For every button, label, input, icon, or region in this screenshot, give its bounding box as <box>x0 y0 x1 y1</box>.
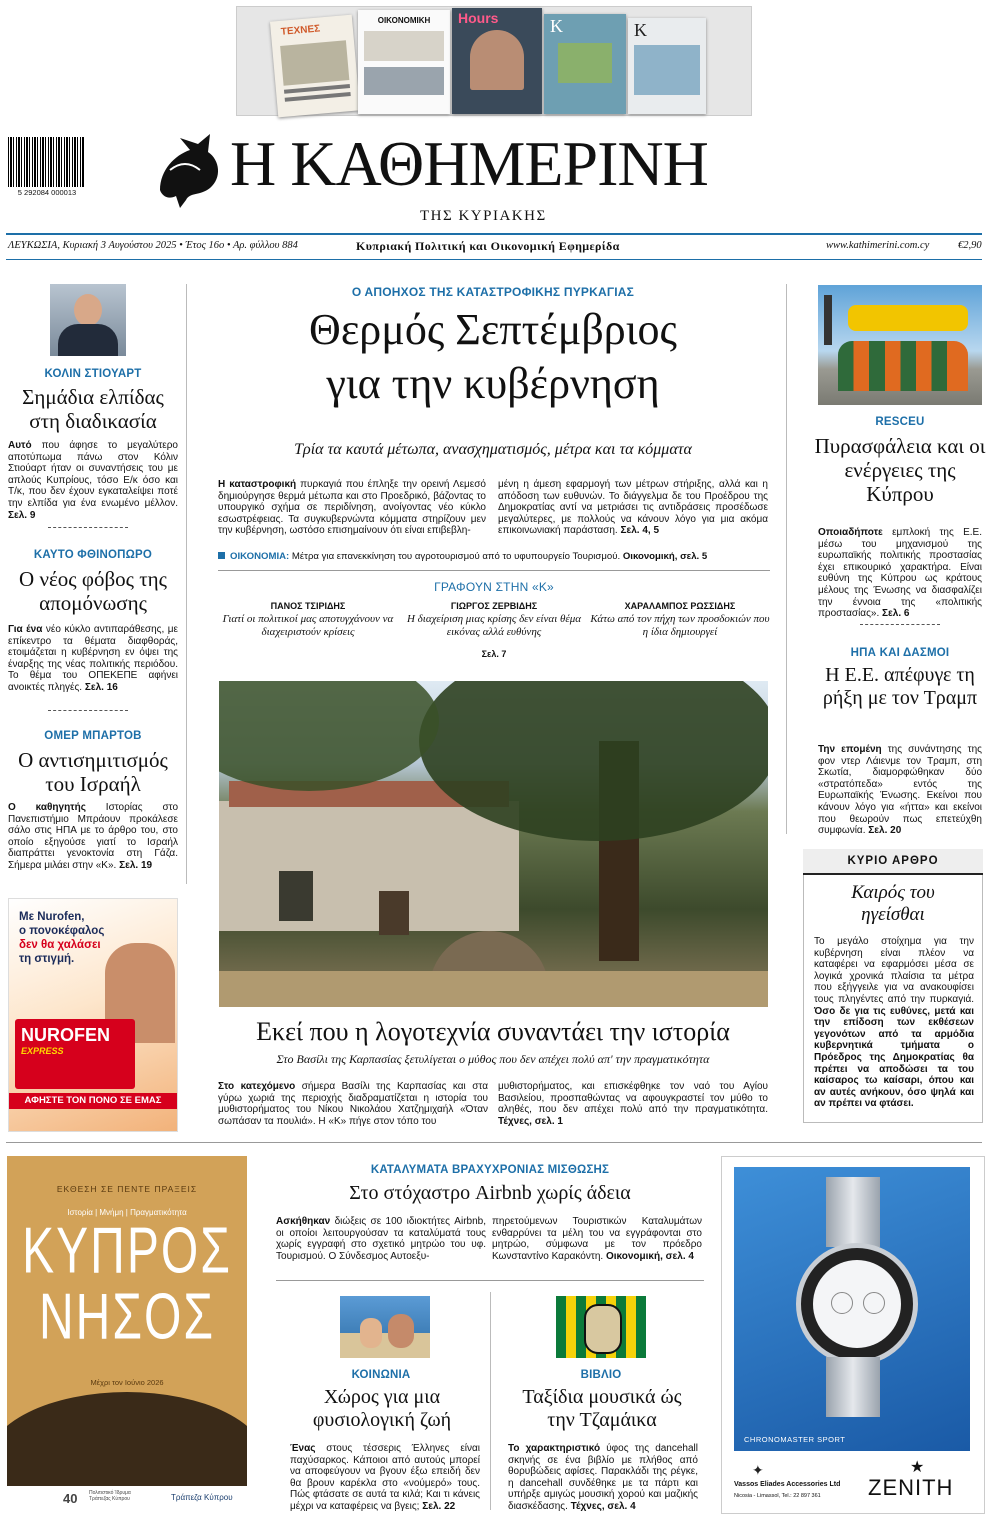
lead-word: Το χαρακτηριστικό <box>508 1443 601 1454</box>
insert-k-cover[interactable] <box>544 14 626 114</box>
nurofen-brand-sub: EXPRESS <box>21 1046 64 1056</box>
insert-label: ΤΕΧΝΕΣ <box>280 23 321 38</box>
dealer-star-icon: ✦ <box>752 1464 764 1479</box>
page-ref[interactable]: Σελ. 16 <box>84 681 118 693</box>
body-text: μυθιστορήματος, και επισκέφθηκε τον ναό του Αγίου Βασιλείου, προσπαθώντας να αφουγκραστεί τον μύθο το αληθές, που δεν απέχει πολύ από την πραγματικότητα. <box>498 1081 768 1116</box>
writer-2[interactable] <box>404 601 584 639</box>
barcode <box>8 137 84 187</box>
body-text: εμπλοκή της Ε.Ε. μέσω του μηχανισμού της ευρωπαϊκής πολιτικής προστασίας έχει επικουρικό χαρακτήρα. Είναι ευθύνη της Κύπρου ως κράτους μέλους της Ένωσης να διασφαλίζει την έννοια της «πολιτικής προστασίας». <box>818 527 982 620</box>
ad-exhibition-title: ΕΚΘΕΣΗ ΣΕ ΠΕΝΤΕ ΠΡΑΞΕΙΣ <box>56 1184 198 1194</box>
body-text: πυρκαγιά που έπληξε την ορεινή Λεμεσό δημιούργησε θερμά μέτωπα και στο Προεδρικό, βάζοντας το υπουργικό σχήμα σε περιδίνηση, ανοίγοντας νέο κύκλο εσωστρέφειας. Τα συγκυβερνώντα κόμματα στηρίζουν μεν την κυβέρνηση, ωστόσο επισημαίνουν ότι είναι επιβεβλη- <box>218 479 486 537</box>
writer-title: Η διαχείριση μιας κρίσης δεν είναι θέμα εικόνας αλλά ευθύνης <box>406 613 582 638</box>
writer-name: ΧΑΡΑΛΑΜΠΟΣ ΡΩΣΣΙΔΗΣ <box>624 601 736 611</box>
writer-1[interactable] <box>218 601 398 639</box>
insert-oikonomiki-cover[interactable] <box>358 10 450 114</box>
insert-label: Κ <box>634 20 647 40</box>
body-text: Το μεγάλο στοίχημα για την κυβέρνηση είναι πλέον να καταφέρει να εφαρμόσει μέσα σε λογικά χρονικά πλαίσια τα μέτρα που εξήγγειλε για να ανακουφίσει τους πληγέντες από την πυρκαγιά. <box>814 936 974 1005</box>
kypros-nisos-ad[interactable] <box>7 1156 247 1512</box>
ad-exhibition-subtitle: Ιστορία | Μνήμη | Πραγματικότητα <box>67 1208 187 1217</box>
zenith-star-icon: ★ <box>910 1459 925 1476</box>
lead-word: Ασκήθηκαν <box>276 1216 331 1227</box>
economy-label: ΟΙΚΟΝΟΜΙΑ: <box>230 551 290 562</box>
watch-strap-bottom <box>826 1357 880 1417</box>
page-ref[interactable]: Σελ. 6 <box>882 608 910 620</box>
ad-big-word2: ΝΗΣΟΣ <box>38 1281 215 1354</box>
insert-label: ΟΙΚΟΝΟΜΙΚΗ <box>377 16 431 25</box>
right-story1-kicker: RESCEU <box>875 416 925 428</box>
book-photo <box>556 1296 646 1358</box>
ad-blue-panel <box>734 1167 970 1451</box>
ad-logo-bank: Τράπεζα Κύπρου <box>171 1493 233 1502</box>
body-text: που άφησε το μεγαλύτερο αποτύπωμα πάνω στον Κόλιν Στιούαρτ ήταν οι συναντήσεις του με απλούς Κυπρίους, τόσο Ε/κ όσο και Τ/κ, που δεν έχουν εγκαταλείψει ποτέ την ελπίδα για ένα ενωμένο μέλλον. <box>8 440 178 509</box>
editorial-headline[interactable]: Καιρός του ηγείσθαι <box>851 882 935 925</box>
zenith-dealer-sub: Nicosia - Limassol, Tel.: 22 897 361 <box>734 1493 821 1499</box>
main-kicker: Ο ΑΠΟΗΧΟΣ ΤΗΣ ΚΑΤΑΣΤΡΟΦΙΚΗΣ ΠΥΡΚΑΓΙΑΣ <box>351 285 635 299</box>
airbnb-headline[interactable]: Στο στόχαστρο Airbnb χωρίς άδεια <box>349 1182 631 1204</box>
left-story2-headline[interactable]: Ο νέος φόβος της απομόνωσης <box>19 567 167 616</box>
zenith-model: CHRONOMASTER SPORT <box>744 1435 846 1444</box>
left-column-rule <box>186 284 187 884</box>
society-photo <box>340 1296 430 1358</box>
photo-story-col2 <box>498 1081 768 1127</box>
vasili-photo <box>219 681 768 1007</box>
nurofen-ad-line4: τη στιγμή. <box>19 953 75 965</box>
photo-story-subhead: Στο Βασίλι της Καρπασίας ξετυλίγεται ο μύθος που δεν απέχει πολύ απ' την πραγματικότητα <box>276 1052 710 1066</box>
body-text: στους τέσσερις Έλληνες είναι παχύσαρκος. Κάποιοι από αυτούς μπορεί να αποφεύγουν να βγουν έξω επειδή δεν θα βρουν καρέκλα στο «νούμερό» τους. Πώς φτάσατε σε αυτά τα κιλά; Και τι κάνεις μέχρι να καταφέρεις να βγεις; <box>290 1443 480 1512</box>
left-story3-kicker: ΟΜΕΡ ΜΠΑΡΤΟΒ <box>44 730 142 742</box>
lead-word: Ένας <box>290 1443 316 1454</box>
zenith-ad[interactable] <box>721 1156 985 1514</box>
resceu-photo <box>818 285 982 405</box>
lead-word: Στο κατεχόμενο <box>218 1081 296 1092</box>
body-text: της συνάντησης της φον ντερ Λάιενμε τον Τραμπ, στη Σκωτία, διαμορφώθηκαν δύο «στρατόπεδα» εντός της Ευρωπαϊκής Ένωσης. Εκείνοι που κάνουν λόγο για «ήττα» και εκείνοι που θεωρούν πως επετεύχθη συμφωνία. <box>818 744 982 837</box>
photo-story-col1 <box>218 1081 488 1127</box>
divider <box>48 710 128 711</box>
ad-logo-foundation: Πολιτιστικό Ίδρυμα Τράπεζας Κύπρου <box>89 1490 131 1502</box>
society-kicker: ΚΟΙΝΩΝΙΑ <box>351 1369 411 1381</box>
body-text: διώξεις σε 100 ιδιοκτήτες Airbnb, οι οποίοι λειτουργούσαν τα καταλύματά τους χωρίς εγγραφή στο σχετικό μητρώο του υφ. Τουρισμού. Ο Σύνδεσμος Αυτοεξυ- <box>276 1216 486 1262</box>
barcode-number: 5 292084 000013 <box>17 188 77 197</box>
nurofen-brand: NUROFEN <box>21 1025 110 1045</box>
right-story2-body <box>818 744 982 837</box>
right-story1-headline[interactable]: Πυρασφάλεια και οι ενέργειες της Κύπρου <box>814 434 986 507</box>
insert-label: Hours <box>458 10 499 26</box>
main-headline-line1[interactable]: Θερμός Σεπτέμβριος <box>309 305 677 354</box>
page-ref[interactable]: Σελ. 4, 5 <box>620 525 660 537</box>
nurofen-pack <box>15 1019 135 1089</box>
page-ref[interactable]: Οικονομική, σελ. 4 <box>605 1250 694 1262</box>
right-column-rule <box>786 284 787 834</box>
writer-title: Κάτω από τον πήχη των προσδοκιών που η ίδια δημιουργεί <box>590 613 770 638</box>
website-link[interactable]: www.kathimerini.com.cy <box>826 240 930 251</box>
ad-until: Μέχρι τον Ιούνιο 2026 <box>90 1378 164 1387</box>
economy-text: Μέτρα για επανεκκίνηση του αγροτουρισμού από το υφυπουργείο Τουρισμού. <box>289 551 621 562</box>
editorial-body <box>814 936 974 1110</box>
left-story2-kicker: ΚΑΥΤΟ ΦΘΙΝΟΠΩΡΟ <box>33 549 153 561</box>
left-story1-body <box>8 440 178 521</box>
book-body <box>508 1443 698 1513</box>
body-text: μένη η άμεση εφαρμογή των μέτρων στήριξης, αλλά και η απόδοση των ευθυνών. Το διάγγελμα δε του Προέδρου της Δημοκρατίας αντί να μετριάσει τις αντιδράσεις προσέδωσε μεγαλύτερες, με πολλούς να κάνουν λόγο για μια ακόμα επικοινωνιακή παράσταση. <box>498 479 768 537</box>
right-story1-body <box>818 527 982 620</box>
lead-word: Αυτό <box>8 440 32 451</box>
book-kicker: ΒΙΒΛΙΟ <box>580 1369 622 1381</box>
lead-word: Την επομένη <box>818 744 882 755</box>
price: €2,90 <box>958 240 982 251</box>
writers-title: ΓΡΑΦΟΥΝ ΣΤΗΝ «Κ» <box>434 580 554 594</box>
watch-strap-top <box>826 1177 880 1247</box>
left-story3-body <box>8 802 178 872</box>
masthead-title: Η ΚΑΘΗΜΕΡΙΝΗ <box>230 128 708 199</box>
insert-k-magazine-cover[interactable] <box>628 18 706 114</box>
bottom-rule <box>6 1142 982 1143</box>
nurofen-ad-line1: Με Nurofen, <box>19 911 85 923</box>
zenith-brand: ZENITH <box>868 1475 954 1500</box>
page-ref[interactable]: Σελ. 9 <box>8 509 36 521</box>
lead-word: Ο καθηγητής <box>8 802 86 813</box>
airbnb-col2 <box>492 1216 702 1262</box>
nurofen-ad[interactable] <box>8 898 178 1132</box>
economy-teaser[interactable] <box>218 551 778 563</box>
writer-name: ΓΙΩΡΓΟΣ ΖΕΡΒΙΔΗΣ <box>450 601 538 611</box>
nurofen-ad-line3: δεν θα χαλάσει <box>19 939 101 951</box>
stewart-photo <box>50 284 126 356</box>
writer-name: ΠΑΝΟΣ ΤΣΙΡΙΔΗΣ <box>270 601 346 611</box>
page-ref[interactable]: Σελ. 22 <box>422 1500 456 1512</box>
ad-big-word1: ΚΥΠΡΟΣ <box>22 1215 232 1288</box>
writer-title: Γιατί οι πολιτικοί μας αποτυγχάνουν να διαχειριστούν κρίσεις <box>222 613 394 638</box>
griffin-logo-icon <box>150 130 226 210</box>
lead-word: Η καταστροφική <box>218 479 297 490</box>
page-ref[interactable]: Οικονομική, σελ. 5 <box>622 551 708 562</box>
insert-label: Κ <box>550 16 563 36</box>
right-story2-kicker: ΗΠΑ ΚΑΙ ΔΑΣΜΟΙ <box>850 647 950 659</box>
society-body <box>290 1443 480 1513</box>
writers-page-ref[interactable]: Σελ. 7 <box>481 649 507 659</box>
page-ref[interactable]: Σελ. 19 <box>119 859 153 871</box>
main-body-col2 <box>498 479 768 537</box>
lead-word: Οποιαδήποτε <box>818 527 883 538</box>
page-ref[interactable]: Τέχνες, σελ. 1 <box>498 1115 563 1127</box>
photo-story-headline[interactable]: Εκεί που η λογοτεχνία συναντάει την ιστορία <box>256 1017 730 1046</box>
main-headline-line2[interactable]: για την κυβέρνηση <box>326 359 660 408</box>
masthead-rule-top <box>6 233 982 235</box>
body-text: νέο κύκλο αντιπαράθεσης, με επίκεντρο τα θέματα διαφθοράς, ετοιμάζεται η κυβέρνηση εν όψει της έναρξης της νέας πολιτικής περιόδου. Το θέμα του ΟΠΕΚΕΠΕ αφήνει ανοικτές πληγές. <box>8 624 178 693</box>
divider <box>276 1280 704 1281</box>
divider <box>218 570 770 571</box>
editorial-label: ΚΥΡΙΟ ΑΡΘΡΟ <box>847 855 939 867</box>
main-subhead: Τρία τα καυτά μέτωπα, ανασχηματισμός, μέτρα και τα κόμματα <box>294 441 692 458</box>
bottom-column-rule <box>490 1292 491 1510</box>
left-story1-headline[interactable]: Σημάδια ελπίδας στη διαδικασία <box>22 385 164 434</box>
page-ref[interactable]: Σελ. 20 <box>868 825 902 837</box>
right-story2-headline[interactable]: Η Ε.Ε. απέφυγε τη ρήξη με τον Τραμπ <box>822 664 978 709</box>
airbnb-kicker: ΚΑΤΑΛΥΜΑΤΑ ΒΡΑΧΥΧΡΟΝΙΑΣ ΜΙΣΘΩΣΗΣ <box>370 1164 610 1176</box>
book-headline[interactable]: Ταξίδια μουσικά ώς την Τζαμάικα <box>522 1386 682 1431</box>
body-text: πηρετούμενων Τουριστικών Καταλυμάτων ενθαρρύνει τα μέλη του να εγγράφονται στο μητρώο, σύμφωνα με τον πρόεδρο Κωνσταντίνο Καρακόντη. <box>492 1216 702 1262</box>
square-bullet-icon <box>218 552 225 559</box>
nurofen-ad-line2: ο πονοκέφαλος <box>19 925 105 937</box>
left-story2-body <box>8 624 178 694</box>
lead-word: Για ένα <box>8 624 43 635</box>
left-story3-headline[interactable]: Ο αντισημιτισμός του Ισραήλ <box>18 748 168 797</box>
main-body-col1 <box>218 479 486 537</box>
body-text-bold: Όσο δε για τις ευθύνες, μετά και την επίδοση των εκθέσεων γεγονότων από τα αρμόδια κυβερνητικά τμήματα ο Πρόεδρος της Δημοκρατίας θα πρέπει να αποδώσει τα του καίσαρος τω καίσαρι, όπου και αν αυτές ανήκουν, όσο ψηλά και αν πρέπει να φτάσει. <box>814 1005 974 1110</box>
watch-icon <box>796 1243 918 1365</box>
body-text: Ιστορίας στο Πανεπιστήμιο Μπράουν προκάλεσε σάλο στις ΗΠΑ με το άρθρο του, στο οποίο εξηγούσε γιατί το Ισραήλ διαπράττει γενοκτονία στη Γάζα. Σήμερα μιλάει στην «Κ». <box>8 802 179 871</box>
page-ref[interactable]: Τέχνες, σελ. 4 <box>570 1500 636 1512</box>
divider <box>860 624 940 625</box>
masthead-subtitle: ΤΗΣ ΚΥΡΙΑΚΗΣ <box>420 208 547 224</box>
insert-hours-cover[interactable] <box>452 8 542 114</box>
body-text: σήμερα Βασίλι της Καρπασίας και στα γύρω χωριά της περιοχής διαδραματίζεται η ιστορία του μυθιστορήματος του Νίκου Νικολάου Χατζημιχαήλ «Όταν σωπάσαν τα πουλιά». Η «Κ» πήγε στον τόπο του <box>218 1081 488 1127</box>
society-headline[interactable]: Χώρος για μια φυσιολογική ζωή <box>312 1386 452 1431</box>
nurofen-slogan: ΑΦΗΣΤΕ ΤΟΝ ΠΟΝΟ ΣΕ ΕΜΑΣ <box>9 1093 177 1109</box>
tagline: Κυπριακή Πολιτική και Οικονομική Εφημερίδα <box>356 239 620 253</box>
dateline: ΛΕΥΚΩΣΙΑ, Κυριακή 3 Αυγούστου 2025 • Έτος 16ο • Αρ. φύλλου 884 <box>8 240 298 251</box>
divider <box>48 527 128 528</box>
airbnb-col1 <box>276 1216 486 1262</box>
body-text: ύφος της dancehall σκηνής σε ένα βιβλίο με πλήθος από θορυβώδεις αφίσες. Παρακλάδι της ρέγκε, η dancehall συνδέθηκε με τα πάρτι και υπήρξε αμιγώς μουσική χορού και μαζικής διασκέδασης. <box>508 1443 698 1512</box>
zenith-dealer: Vassos Eliades Accessories Ltd <box>734 1481 841 1488</box>
left-story1-kicker: ΚΟΛΙΝ ΣΤΙΟΥΑΡΤ <box>44 368 142 380</box>
ad-logo-40: 40 <box>63 1491 78 1506</box>
masthead-rule-bottom <box>6 259 982 260</box>
insert-technes-cover[interactable] <box>270 15 360 118</box>
writer-3[interactable] <box>590 601 770 639</box>
